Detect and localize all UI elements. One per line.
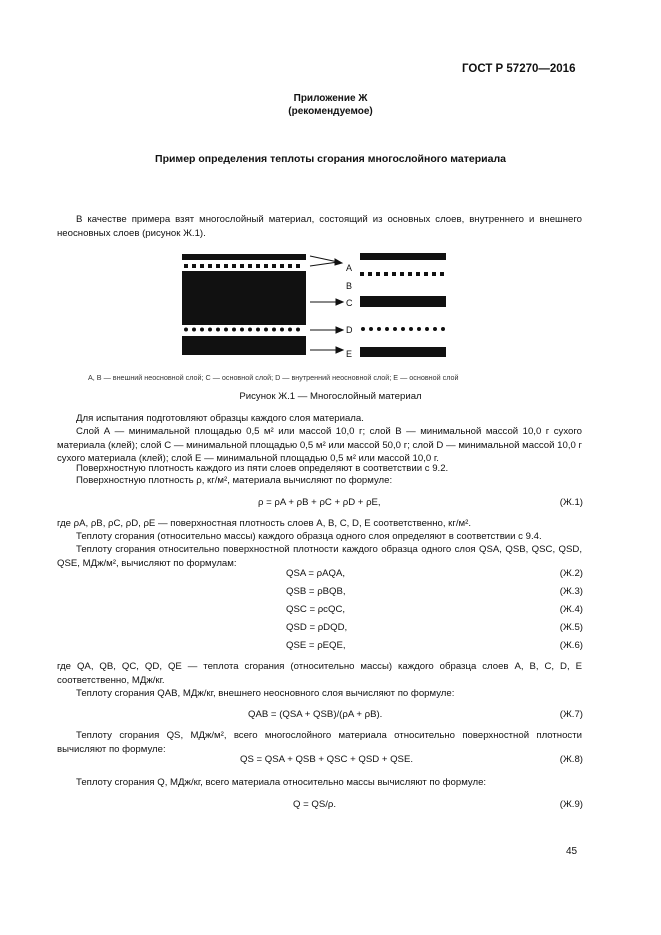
layer-e-left bbox=[182, 336, 306, 355]
equation-2: QSA = ρAQA, bbox=[286, 568, 346, 579]
layer-d-left bbox=[184, 328, 300, 332]
equation-1-number: (Ж.1) bbox=[559, 497, 583, 508]
paragraph-1: Для испытания подготовляют образцы каждого слоя материала. bbox=[76, 413, 364, 424]
equation-8-number: (Ж.8) bbox=[559, 754, 583, 765]
label-e: E bbox=[346, 349, 353, 359]
label-c: C bbox=[346, 298, 353, 308]
equation-7-number: (Ж.7) bbox=[559, 709, 583, 720]
where-clause-2: где QA, QB, QC, QD, QE — теплота сгорания (относительно массы) каждого образца слоев А, В, С, D, Е соответственно, МДж/кг. bbox=[57, 661, 582, 686]
label-b: B bbox=[346, 281, 353, 291]
multilayer-figure bbox=[180, 250, 450, 360]
label-a: A bbox=[346, 263, 353, 273]
equation-3: QSB = ρBQB, bbox=[286, 586, 346, 597]
annex-subtitle: (рекомендуемое) bbox=[288, 106, 373, 117]
layer-e-right bbox=[360, 347, 446, 357]
equation-2-number: (Ж.2) bbox=[559, 568, 583, 579]
figure-stack-left bbox=[182, 254, 306, 355]
figure-arrows bbox=[310, 256, 343, 353]
intro-paragraph: В качестве примера взят многослойный материал, состоящий из основных слоев, внутреннего и внешнего неосновных слоев (рисунок Ж.1). bbox=[57, 214, 582, 239]
equation-1: ρ = ρA + ρB + ρC + ρD + ρE, bbox=[258, 497, 381, 508]
layer-a-right bbox=[360, 253, 446, 260]
equation-6: QSE = ρEQE, bbox=[286, 640, 346, 651]
equation-8: QS = QSA + QSB + QSC + QSD + QSE. bbox=[240, 754, 414, 765]
equation-9: Q = QS/ρ. bbox=[293, 799, 337, 810]
equation-4: QSC = ρcQC, bbox=[286, 604, 346, 615]
paragraph-9: Теплоту сгорания Q, МДж/кг, всего материала относительно массы вычисляют по формуле: bbox=[76, 777, 487, 788]
figure-stack-right bbox=[360, 253, 446, 357]
equation-4-number: (Ж.4) bbox=[559, 604, 583, 615]
paragraph-8: Теплоту сгорания QS, МДж/м², всего многослойного материала относительно поверхностной плотности вычисляют по формуле: bbox=[57, 730, 582, 755]
paragraph-5: Теплоту сгорания (относительно массы) каждого образца одного слоя определяют в соответствии с 9.4. bbox=[76, 531, 542, 542]
paragraph-2: Слой А — минимальной площадью 0,5 м² или массой 10,0 г; слой В — минимальной массой 10,0 г сухого материала (клей); слой С — минимальной площадью 0,5 м² или массой 50,0 г; слой D — минимальной массой 10,0 г сухого материала (клей); слой Е — минимальной площадью 0,5 м² или массой 10,0 г. bbox=[57, 426, 582, 464]
equation-5: QSD = ρDQD, bbox=[286, 622, 348, 633]
page-number: 45 bbox=[566, 846, 578, 857]
layer-d-right bbox=[361, 327, 445, 331]
standard-id: ГОСТ Р 57270—2016 bbox=[462, 63, 576, 75]
layer-c-left bbox=[182, 271, 306, 325]
paragraph-6: Теплоту сгорания относительно поверхностной плотности каждого образца одного слоя QSA, QSB, QSC, QSD, QSE, МДж/м², вычисляют по формулам: bbox=[57, 544, 582, 569]
equation-3-number: (Ж.3) bbox=[559, 586, 583, 597]
layer-b-right bbox=[360, 272, 444, 276]
annex-title: Приложение Ж bbox=[293, 93, 368, 104]
where-clause-1: где ρA, ρB, ρC, ρD, ρE — поверхностная плотность слоев А, В, С, D, Е соответственно, кг/м². bbox=[57, 518, 471, 529]
equation-7: QAB = (QSA + QSB)/(ρA + ρB). bbox=[248, 709, 383, 720]
layer-b-left bbox=[184, 264, 300, 268]
figure-caption: Рисунок Ж.1 — Многослойный материал bbox=[239, 391, 422, 402]
label-d: D bbox=[346, 325, 353, 335]
equation-9-number: (Ж.9) bbox=[559, 799, 583, 810]
paragraph-7: Теплоту сгорания QAB, МДж/кг, внешнего неосновного слоя вычисляют по формуле: bbox=[76, 688, 455, 699]
layer-c-right bbox=[360, 296, 446, 307]
section-heading: Пример определения теплоты сгорания многослойного материала bbox=[155, 153, 506, 165]
equation-6-number: (Ж.6) bbox=[559, 640, 583, 651]
equation-5-number: (Ж.5) bbox=[559, 622, 583, 633]
layer-a-left bbox=[182, 254, 306, 260]
paragraph-4: Поверхностную плотность ρ, кг/м², материала вычисляют по формуле: bbox=[76, 475, 393, 486]
figure-legend: А, В — внешний неосновной слой; С — основной слой; D — внутренний неосновной слой; Е — основной слой bbox=[88, 373, 459, 382]
paragraph-3: Поверхностную плотность каждого из пяти слоев определяют в соответствии с 9.2. bbox=[76, 463, 449, 474]
